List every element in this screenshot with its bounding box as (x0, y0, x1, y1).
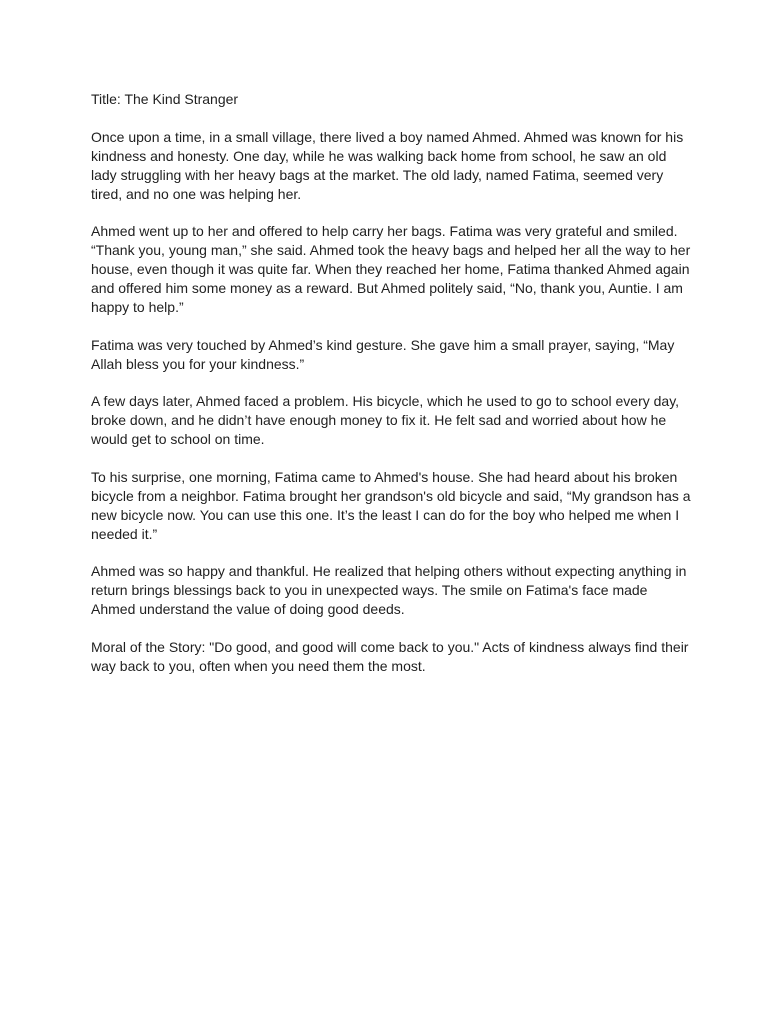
paragraph-2: Ahmed went up to her and offered to help carry her bags. Fatima was very grateful and smiled. “Thank you, young man,” she said. Ahmed took the heavy bags and helped her all the way to her house, even though it was quite far. When they reached her home, Fatima thanked Ahmed again and offered him some money as a reward. But Ahmed politely said, “No, thank you, Auntie. I am happy to help.” (91, 223, 691, 315)
paragraph-6: Ahmed was so happy and thankful. He realized that helping others without expecting anything in return brings blessings back to you in unexpected ways. The smile on Fatima's face made Ahmed understand the value of doing good deeds. (91, 563, 687, 617)
paragraph-5: To his surprise, one morning, Fatima came to Ahmed's house. She had heard about his broken bicycle from a neighbor. Fatima brought her grandson's old bicycle and said, “My grandson has a new bicycle now. You can use this one. It’s the least I can do for the boy who helped me when I needed it.” (91, 468, 691, 542)
paragraph-1: Once upon a time, in a small village, there lived a boy named Ahmed. Ahmed was known for his kindness and honesty. One day, while he was walking back home from school, he saw an old lady struggling with her heavy bags at the market. The old lady, named Fatima, seemed very tired, and no one was helping her. (91, 128, 684, 202)
document-body (91, 90, 691, 694)
paragraph-moral: Moral of the Story: "Do good, and good will come back to you." Acts of kindness always find their way back to you, often when you need them the most. (91, 638, 689, 674)
paragraph-4: A few days later, Ahmed faced a problem. His bicycle, which he used to go to school every day, broke down, and he didn’t have enough money to fix it. He felt sad and worried about how he would get to school on time. (91, 393, 680, 447)
paragraph-3: Fatima was very touched by Ahmed’s kind gesture. She gave him a small prayer, saying, “May Allah bless you for your kindness.” (91, 336, 675, 372)
document-title: Title: The Kind Stranger (91, 91, 239, 107)
